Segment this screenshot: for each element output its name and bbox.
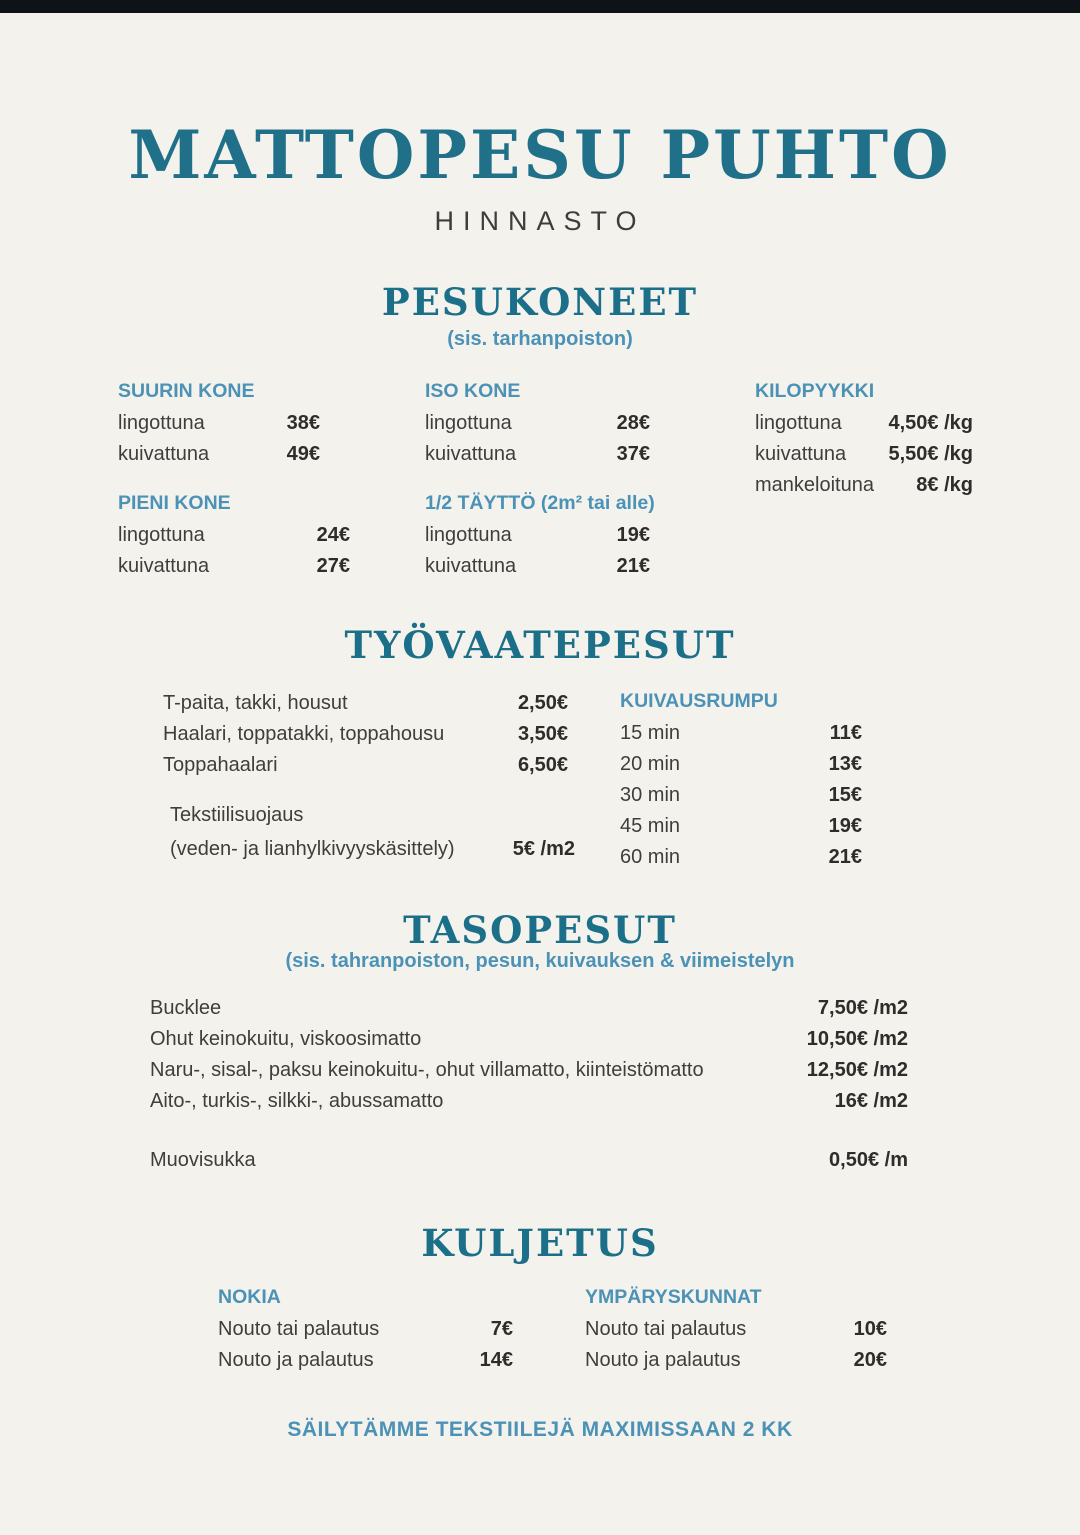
tekstiilisuojaus-block bbox=[170, 805, 575, 870]
item-label: 15 min bbox=[620, 722, 681, 744]
price-row bbox=[118, 525, 350, 545]
price-row bbox=[170, 805, 575, 825]
item-label: Muovisukka bbox=[150, 1149, 256, 1171]
price-row bbox=[585, 1350, 887, 1370]
item-price: 19€ bbox=[828, 815, 862, 837]
item-price: 37€ bbox=[616, 443, 650, 465]
price-row bbox=[755, 475, 973, 495]
item-price: 3,50€ bbox=[517, 723, 568, 745]
tasopesut-list bbox=[150, 998, 908, 1122]
item-label: 20 min bbox=[620, 753, 681, 775]
price-row bbox=[620, 847, 862, 867]
item-label: lingottuna bbox=[118, 412, 205, 434]
item-label: 60 min bbox=[620, 846, 681, 868]
item-label: kuivattuna bbox=[755, 443, 847, 465]
item-label: Ohut keinokuitu, viskoosimatto bbox=[150, 1028, 422, 1050]
item-price: 49€ bbox=[286, 443, 320, 465]
item-label: kuivattuna bbox=[118, 443, 210, 465]
item-price: 12,50€ /m2 bbox=[806, 1059, 908, 1081]
item-price: 28€ bbox=[616, 412, 650, 434]
item-price: 15€ bbox=[828, 784, 862, 806]
price-row bbox=[425, 444, 650, 464]
item-price: 7,50€ /m2 bbox=[817, 997, 908, 1019]
item-label: Tekstiilisuojaus bbox=[170, 804, 304, 826]
item-label: kuivattuna bbox=[425, 443, 517, 465]
price-row bbox=[620, 723, 862, 743]
price-row bbox=[150, 1060, 908, 1080]
item-price: 14€ bbox=[479, 1349, 513, 1371]
item-label: Nouto ja palautus bbox=[585, 1349, 741, 1371]
item-price: 24€ bbox=[316, 524, 350, 546]
item-label: lingottuna bbox=[118, 524, 205, 546]
column-header-nokia: NOKIA bbox=[218, 1286, 281, 1308]
price-row bbox=[218, 1319, 513, 1339]
price-row bbox=[150, 998, 908, 1018]
column-header-kuivausrumpu: KUIVAUSRUMPU bbox=[620, 690, 778, 712]
price-row bbox=[755, 413, 973, 433]
item-price: 27€ bbox=[316, 555, 350, 577]
item-label: Nouto tai palautus bbox=[218, 1318, 380, 1340]
price-row bbox=[425, 413, 650, 433]
item-price: 5,50€ /kg bbox=[888, 443, 973, 465]
price-row bbox=[150, 1150, 908, 1170]
column-header-puoli-taytto: 1/2 TÄYTTÖ (2m² tai alle) bbox=[425, 492, 655, 514]
price-row bbox=[150, 1029, 908, 1049]
item-price: 21€ bbox=[616, 555, 650, 577]
item-price: 38€ bbox=[286, 412, 320, 434]
item-price: 4,50€ /kg bbox=[888, 412, 973, 434]
item-label: kuivattuna bbox=[118, 555, 210, 577]
item-price: 6,50€ bbox=[517, 754, 568, 776]
item-label: Naru-, sisal-, paksu keinokuitu-, ohut villamatto, kiinteistömatto bbox=[150, 1059, 704, 1081]
price-row bbox=[118, 413, 320, 433]
item-price: 7€ bbox=[490, 1318, 513, 1340]
item-label: Aito-, turkis-, silkki-, abussamatto bbox=[150, 1090, 444, 1112]
price-row bbox=[118, 444, 320, 464]
price-row bbox=[620, 754, 862, 774]
item-label: kuivattuna bbox=[425, 555, 517, 577]
column-header-suurin-kone: SUURIN KONE bbox=[118, 380, 255, 402]
item-price: 2,50€ bbox=[517, 692, 568, 714]
price-row bbox=[620, 785, 862, 805]
price-row bbox=[163, 755, 568, 775]
kuivausrumpu-column bbox=[620, 690, 862, 878]
page-subtitle: HINNASTO bbox=[434, 206, 646, 236]
section-heading-kuljetus: KULJETUS bbox=[421, 1221, 659, 1265]
item-label: lingottuna bbox=[425, 412, 512, 434]
top-accent-bar bbox=[0, 0, 1080, 13]
item-label: Nouto ja palautus bbox=[218, 1349, 374, 1371]
pesukoneet-column-iso-kone bbox=[425, 380, 650, 475]
section-subheading-tasopesut: (sis. tahranpoiston, pesun, kuivauksen & viimeistelyn bbox=[285, 950, 795, 972]
section-heading-tyovaatepesut: TYÖVAATEPESUT bbox=[344, 623, 736, 667]
price-row bbox=[118, 556, 350, 576]
item-label: Bucklee bbox=[150, 997, 222, 1019]
item-label: Nouto tai palautus bbox=[585, 1318, 747, 1340]
item-price: 16€ /m2 bbox=[834, 1090, 908, 1112]
column-header-kilopyykki: KILOPYYKKI bbox=[755, 380, 875, 402]
item-price: 11€ bbox=[829, 722, 862, 744]
item-label: mankeloituna bbox=[755, 474, 874, 496]
section-heading-tasopesut: TASOPESUT bbox=[403, 908, 677, 952]
price-row bbox=[218, 1350, 513, 1370]
price-row bbox=[425, 556, 650, 576]
item-price: 0,50€ /m bbox=[829, 1149, 908, 1171]
column-header-iso-kone: ISO KONE bbox=[425, 380, 521, 402]
item-label: (veden- ja lianhylkivyyskäsittely) bbox=[170, 838, 455, 860]
item-label: lingottuna bbox=[425, 524, 512, 546]
item-price: 21€ bbox=[828, 846, 862, 868]
column-header-pieni-kone: PIENI KONE bbox=[118, 492, 231, 514]
item-price: 5€ /m2 bbox=[512, 838, 575, 860]
page-title: MATTOPESU PUHTO bbox=[128, 116, 952, 194]
price-row bbox=[170, 839, 575, 859]
price-row bbox=[620, 816, 862, 836]
price-row bbox=[755, 444, 973, 464]
item-price: 10,50€ /m2 bbox=[806, 1028, 908, 1050]
pesukoneet-column-puoli-taytto bbox=[425, 492, 655, 587]
pesukoneet-column-kilopyykki bbox=[755, 380, 973, 506]
item-price: 10€ bbox=[853, 1318, 887, 1340]
item-price: 19€ bbox=[616, 524, 650, 546]
item-label: lingottuna bbox=[755, 412, 842, 434]
tyovaatepesut-items bbox=[163, 693, 568, 786]
kuljetus-column-nokia bbox=[218, 1286, 513, 1381]
item-label: Toppahaalari bbox=[163, 754, 278, 776]
item-price: 20€ bbox=[853, 1349, 887, 1371]
price-row bbox=[150, 1091, 908, 1111]
item-price: 8€ /kg bbox=[916, 474, 973, 496]
muovisukka-row bbox=[150, 1150, 908, 1181]
section-subheading-pesukoneet: (sis. tarhanpoiston) bbox=[447, 328, 633, 350]
item-label: T-paita, takki, housut bbox=[163, 692, 348, 714]
item-label: 45 min bbox=[620, 815, 681, 837]
section-heading-pesukoneet: PESUKONEET bbox=[381, 280, 699, 324]
item-label: Haalari, toppatakki, toppahousu bbox=[163, 723, 445, 745]
item-label: 30 min bbox=[620, 784, 681, 806]
kuljetus-column-ymparyskunnat bbox=[585, 1286, 887, 1381]
pesukoneet-column-pieni-kone bbox=[118, 492, 350, 587]
storage-notice: SÄILYTÄMME TEKSTIILEJÄ MAXIMISSAAN 2 KK bbox=[287, 1418, 793, 1441]
price-row bbox=[585, 1319, 887, 1339]
price-row bbox=[163, 693, 568, 713]
price-row bbox=[163, 724, 568, 744]
item-price: 13€ bbox=[828, 753, 862, 775]
price-row bbox=[425, 525, 650, 545]
column-header-ymparyskunnat: YMPÄRYSKUNNAT bbox=[585, 1286, 762, 1308]
pesukoneet-column-suurin-kone bbox=[118, 380, 320, 475]
